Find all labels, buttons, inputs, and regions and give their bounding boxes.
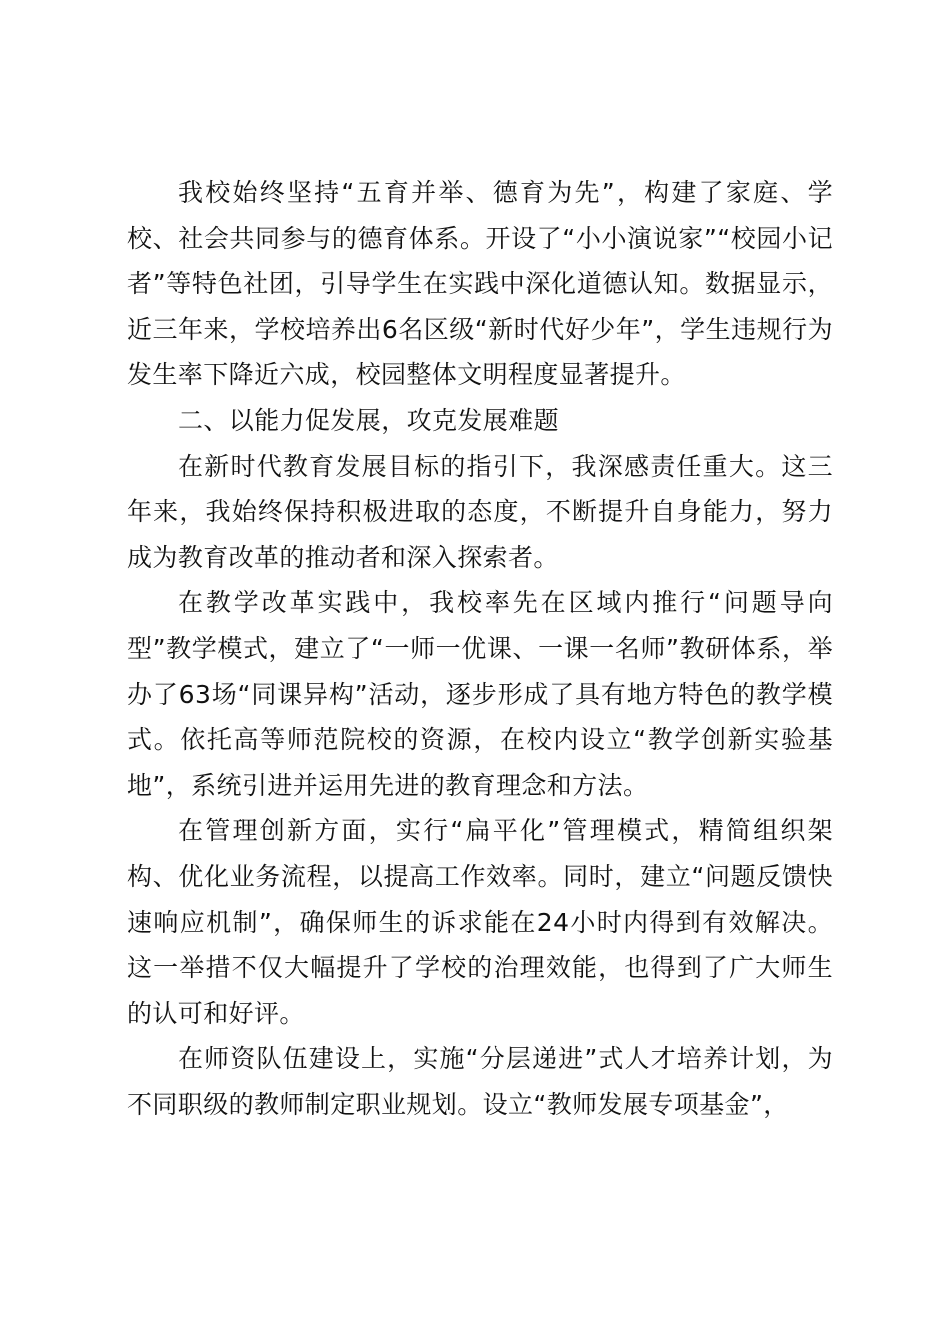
document-body [127, 170, 833, 1127]
section-heading-2: 二、以能力促发展，攻克发展难题 [178, 405, 560, 435]
paragraph-moral-education: 我校始终坚持“五育并举、德育为先”，构建了家庭、学校、社会共同参与的德育体系。开设了“小小演说家”“校园小记者”等特色社团，引导学生在实践中深化道德认知。数据显示，近三年来，学校培养出6名区级“新时代好少年”，学生违规行为发生率下降近六成，校园整体文明程度显著提升。 [127, 178, 833, 390]
paragraph-teacher-development: 在师资队伍建设上，实施“分层递进”式人才培养计划，为不同职级的教师制定职业规划。设立“教师发展专项基金”， [127, 1044, 833, 1119]
paragraph-teaching-reform: 在教学改革实践中，我校率先在区域内推行“问题导向型”教学模式，建立了“一师一优课、一课一名师”教研体系，举办了63场“同课异构”活动，逐步形成了具有地方特色的教学模式。依托高等师范院校的资源，在校内设立“教学创新实验基地”，系统引进并运用先进的教育理念和方法。 [127, 588, 833, 800]
paragraph-management-innovation: 在管理创新方面，实行“扁平化”管理模式，精简组织架构、优化业务流程，以提高工作效率。同时，建立“问题反馈快速响应机制”，确保师生的诉求能在24小时内得到有效解决。这一举措不仅大幅提升了学校的治理效能，也得到了广大师生的认可和好评。 [127, 816, 833, 1028]
paragraph-responsibility: 在新时代教育发展目标的指引下，我深感责任重大。这三年来，我始终保持积极进取的态度，不断提升自身能力，努力成为教育改革的推动者和深入探索者。 [127, 451, 833, 572]
